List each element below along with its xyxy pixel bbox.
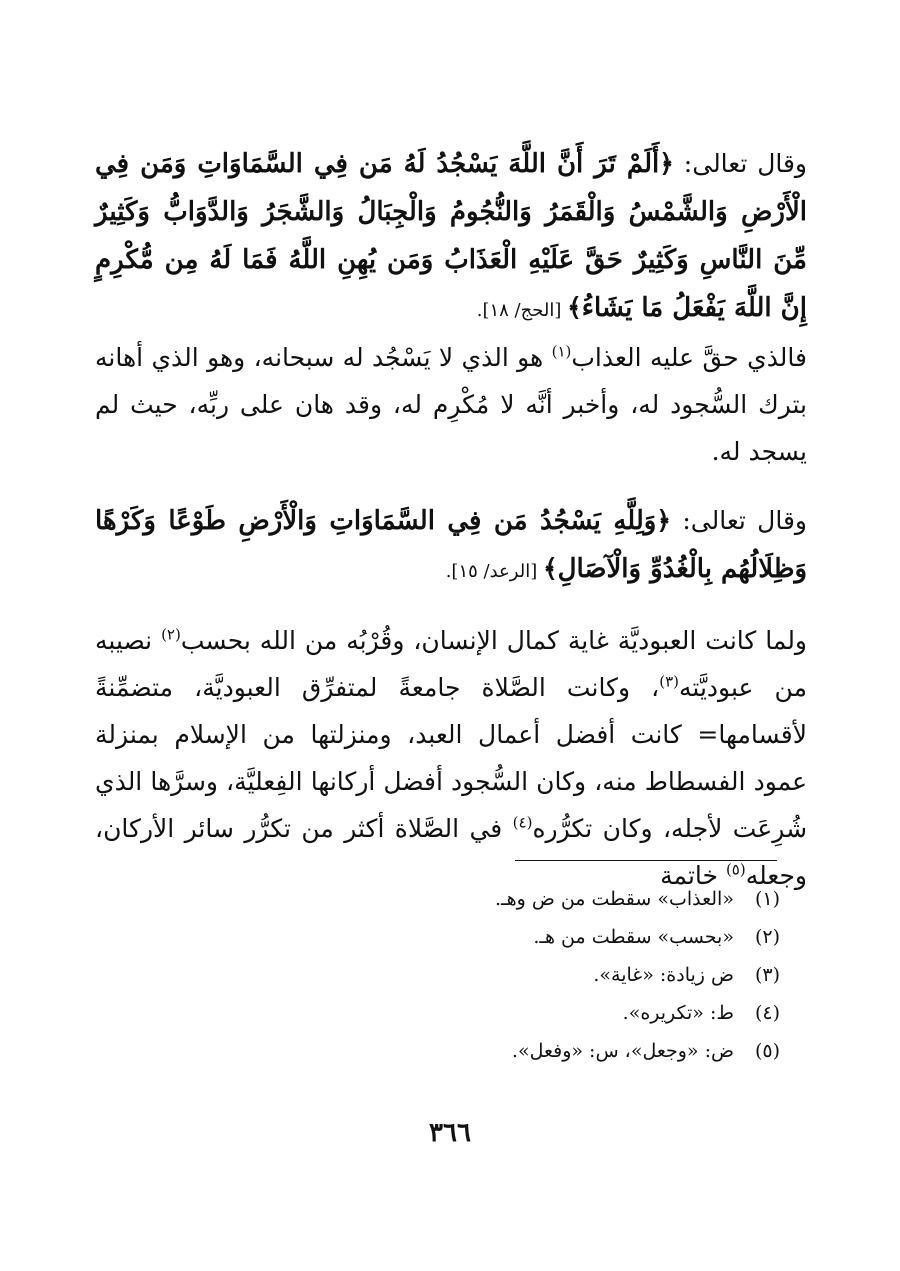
footnote-item bbox=[280, 1032, 780, 1070]
footnote-marker[interactable]: (٤) bbox=[512, 813, 533, 832]
ornate-open-bracket: ﴿ bbox=[659, 149, 674, 178]
text-run: هو الذي لا يَسْجُد له سبحانه، وهو الذي أهانه بترك السُّجود له، وأخبر أنَّه لا مُكْرِم له، وقد هان على ربِّه، حيث لم يسجد له. bbox=[95, 343, 807, 466]
paragraph-1 bbox=[95, 140, 807, 334]
footnote-text: ض زيادة: «غاية». bbox=[593, 964, 734, 986]
paragraph-3 bbox=[95, 497, 807, 595]
paragraph-4 bbox=[95, 617, 807, 899]
footnote-marker[interactable]: (١) bbox=[551, 342, 572, 361]
quran-verse: أَلَمْ تَرَ أَنَّ اللَّهَ يَسْجُدُ لَهُ مَن فِي السَّمَاوَاتِ وَمَن فِي الْأَرْضِ وَالشَّمْسُ وَالْقَمَرُ وَالنُّجُومُ وَالْجِبَالُ وَالشَّجَرُ وَالدَّوَابُّ وَكَثِيرٌ مِّنَ النَّاسِ وَكَثِيرٌ حَقَّ عَلَيْهِ الْعَذَابُ وَمَن يُهِنِ اللَّهُ فَمَا لَهُ مِن مُّكْرِمٍ إِنَّ اللَّهَ يَفْعَلُ مَا يَشَاءُ bbox=[95, 149, 807, 323]
footnote-number: (٣) bbox=[754, 964, 780, 986]
text-run: ولما كانت العبوديَّة غاية كمال الإنسان، وقُرْبُه من الله بحسب bbox=[180, 626, 808, 655]
page-number: ٣٦٦ bbox=[429, 1118, 471, 1148]
text-run: في الصَّلاة أكثر من تكرُّر سائر الأركان، وجعله bbox=[95, 814, 807, 890]
footnote-number: (٥) bbox=[754, 1040, 780, 1062]
ornate-close-bracket: ﴾ bbox=[567, 293, 582, 322]
footnote-text: «العذاب» سقطت من ض وهـ. bbox=[494, 888, 734, 910]
footnote-separator bbox=[515, 860, 777, 861]
footnote-item bbox=[280, 918, 780, 956]
footnotes bbox=[280, 880, 780, 1070]
footnote-marker[interactable]: (٢) bbox=[161, 625, 181, 644]
footnote-text: ض: «وجعل»، س: «وفعل». bbox=[511, 1040, 734, 1062]
verse-reference: [الحج/ ١٨]. bbox=[476, 300, 568, 321]
footnote-item bbox=[280, 956, 780, 994]
ornate-close-bracket: ﴾ bbox=[542, 554, 558, 583]
footnote-marker[interactable]: (٥) bbox=[725, 860, 746, 879]
footnote-text: ط: «تكريره». bbox=[622, 1002, 734, 1024]
paragraph-2 bbox=[95, 334, 807, 475]
verse-reference: [الرعد/ ١٥]. bbox=[445, 561, 543, 582]
footnote-item bbox=[280, 880, 780, 918]
text-run: فالذي حقَّ عليه العذاب bbox=[571, 343, 807, 372]
quote-intro: وقال تعالى: bbox=[673, 149, 807, 178]
footnote-marker[interactable]: (٣) bbox=[659, 672, 680, 691]
quran-verse: وَلِلَّهِ يَسْجُدُ مَن فِي السَّمَاوَاتِ وَالْأَرْضِ طَوْعًا وَكَرْهًا وَظِلَالُهُم بِالْغُدُوِّ وَالْآصَالِ bbox=[95, 506, 807, 584]
page-body bbox=[95, 140, 807, 899]
text-run: نصيبه من عبوديَّته bbox=[95, 626, 807, 702]
footnote-number: (١) bbox=[754, 888, 780, 910]
footnote-item bbox=[280, 994, 780, 1032]
footnote-text: «بحسب» سقطت من هـ. bbox=[533, 926, 734, 948]
quote-intro: وقال تعالى: bbox=[671, 506, 807, 535]
ornate-open-bracket: ﴿ bbox=[656, 506, 672, 535]
footnote-number: (٢) bbox=[754, 926, 780, 948]
text-run: خاتمة bbox=[660, 861, 726, 890]
text-run: ، وكانت الصَّلاة جامعةً لمتفرِّق العبوديَّة، متضمِّنةً لأقسامها= كانت أفضل أعمال العبد، ومنزلتها من الإسلام بمنزلة عمود الفسطاط منه، وكان السُّجود أفضل أركانها الفِعليَّة، وسرَّها الذي شُرِعَت لأجله، وكان تكرُّره bbox=[95, 673, 808, 843]
footnote-number: (٤) bbox=[754, 1002, 780, 1024]
